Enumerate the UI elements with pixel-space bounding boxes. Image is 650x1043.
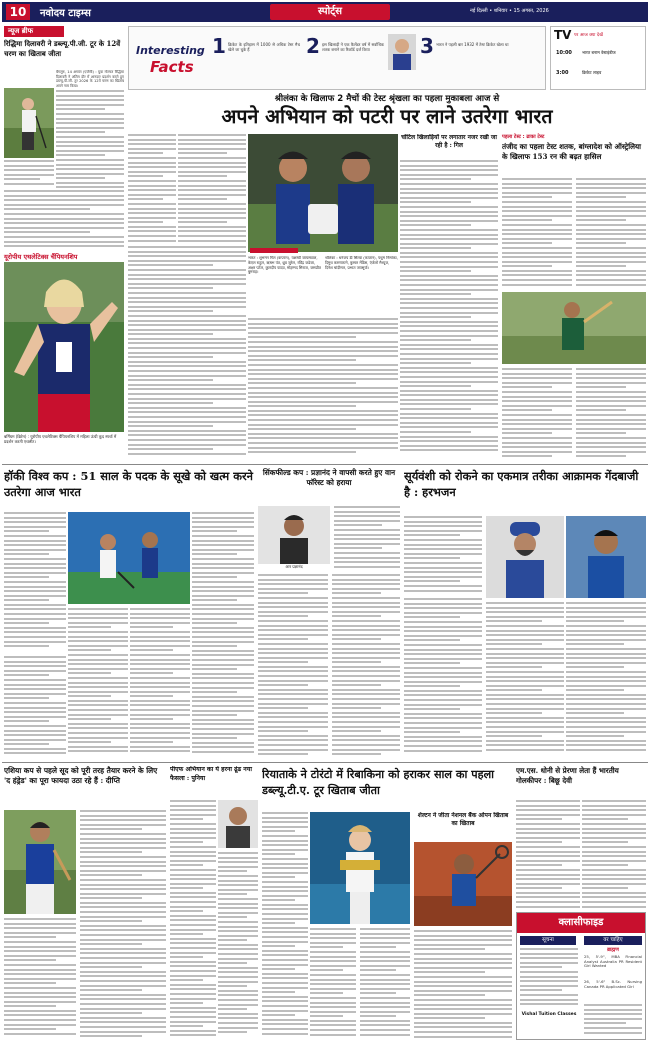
classifieds-ad-1: 25, 5'-9", MBA Financial Analyst Australia PR Resident Girl Wanted xyxy=(584,955,642,969)
classifieds-info: सूचना xyxy=(520,936,576,945)
shelton-photo xyxy=(414,842,512,926)
page-number: 10 xyxy=(6,4,30,20)
tv-sub: पर आज क्या देखें xyxy=(574,33,603,38)
harbhajan-headline: सूर्यवंशी को रोकने का एकमात्र तरीका आक्रामक गेंदबाजी है : हरभजन xyxy=(404,469,639,499)
tv-text-2: क्रिकेट लाइव xyxy=(582,70,602,75)
classifieds-contact: Vishal Tuition Classes xyxy=(521,1012,577,1017)
european-caption: बर्मिंघम (ब्रिटेन) : यूरोपीय एथलेटिक्स चैंपियनशिप में महिला ऊंची कूद स्पर्धा में प्रदर्शन करती एथलीट। xyxy=(4,434,117,444)
suryavanshi-photo xyxy=(566,516,646,598)
paper-name: नवोदय टाइम्स xyxy=(40,8,91,19)
lead-photo-caption-2: श्रीलंका : धनंजय डी सिल्वा (कप्तान), पथुम निसांका, दिमुथ करुणारत्ने, कुसल मेंडिस, एंजेलो मैथ्यूज, दिनेश चांदीमल, प्रभात जयसूर्या। xyxy=(325,256,398,270)
fact-3-text: भारत ने पहली बार 1932 में टेस्ट क्रिकेट खेला था xyxy=(436,42,509,47)
tanjid-headline: तंजीद का पहला टेस्ट शतक, बांग्लादेश को ऑस्ट्रेलिया के खिलाफ 153 रन की बढ़त हासिल xyxy=(502,142,642,161)
facts-title-a: Interesting xyxy=(136,44,205,57)
tanjid-photo xyxy=(502,292,646,364)
lead-photo xyxy=(248,134,398,252)
tv-label: TV xyxy=(554,28,572,42)
fact-photo xyxy=(388,34,416,70)
tanjid-kicker: पहला टेस्ट : ढाका टेस्ट xyxy=(502,134,545,140)
fact-2-number: 2 xyxy=(306,34,320,58)
pragg-photo xyxy=(258,506,330,564)
classifieds-ad-2: 26, 5'-6" B.Sc. Nursing Canada PR Applicated Girl xyxy=(584,980,642,989)
hockey-photo xyxy=(68,512,190,604)
lead-headline: अपने अभियान को पटरी पर लाने उतरेगा भारत xyxy=(221,105,553,128)
news-brief-headline: रिद्धिमा दिलावरी ने डब्ल्यू.पी.जी. टूर के 12वें चरण का खिताब जीता xyxy=(4,39,121,58)
cricketer-photo xyxy=(4,810,76,914)
sinclair-headline: सिंकफील्ड कप : प्रज्ञानंद ने वापसी करते हुए वान फॉरेस्ट को हराया xyxy=(262,468,396,488)
poonia-photo xyxy=(218,800,258,848)
shelton-headline: शेल्टन ने जीता नेशनल बैंक ओपन खिताब का खिताब xyxy=(417,812,509,828)
tv-text-1: भारत बनाम वेस्टइंडीज xyxy=(582,50,616,55)
athlete-photo xyxy=(4,262,124,432)
rybakina-headline: रियाताके ने टोरंटो में रिबाकिना को हराकर साल का पहला डब्ल्यू.टी.ए. टूर खिताब जीता xyxy=(262,767,495,797)
fact-1-number: 1 xyxy=(212,34,226,58)
section-title: स्पोर्ट्स xyxy=(270,4,390,20)
classifieds-brahmin: ब्राह्मण xyxy=(607,947,619,953)
gill-headline: चोटिल खिलाड़ियों पर लगातार नजर रखी जा रही है : गिल xyxy=(401,134,497,149)
lead-kicker: श्रीलंका के खिलाफ 2 मैचों की टेस्ट श्रृंखला का पहला मुकाबला आज से xyxy=(274,94,500,104)
fact-2-text: इस खिलाड़ी ने एक कैलेंडर वर्ष में सर्वाधिक शतक बनाने का रिकॉर्ड दर्ज किया xyxy=(322,42,384,52)
facts-title-b: Facts xyxy=(150,58,194,76)
fact-3-number: 3 xyxy=(420,34,434,58)
hockey-headline: हॉकी विश्व कप : 51 साल के पदक के सूखे को खत्म करने उतरेगा आज भारत xyxy=(4,469,253,499)
harbhajan-photo xyxy=(486,516,564,598)
poonia-headline: पीएफ अभियान का ये हरना ढूंढ नया फैसला : पुनिया xyxy=(170,766,252,782)
tv-time-1: 10:00 xyxy=(556,50,572,56)
tv-time-2: 3:00 xyxy=(556,70,569,76)
fact-1-text: क्रिकेट के इतिहास में 1000 से अधिक टेस्ट मैच खेले जा चुके हैं xyxy=(228,42,300,52)
asia-headline: एशिया कप से पहले सूद को पूरी तरह तैयार करने के लिए 'द हंड्रेड' का पूरा फायदा उठा रहे हैं : दीप्ति xyxy=(4,766,158,786)
classifieds-title: क्लासीफाइड xyxy=(517,913,645,933)
classifieds-wanted: वर चाहिए xyxy=(584,936,642,945)
news-brief-text: बेंगलुरु, 14 अगस्त (एजेंसी) : युवा गोल्फर रिद्धिमा दिलावरी ने अंतिम दौर में शानदार प्रदर्शन करते हुए डब्ल्यू.पी.जी. टूर 2026 के 12वें चरण का खिताब अपने नाम किया। xyxy=(56,70,124,88)
dhoni-headline: एम.एस. धोनी से प्रेरणा लेता हैं भारतीय गोलकीपर : बिछू देवी xyxy=(516,766,619,785)
golfer-photo xyxy=(4,88,54,158)
european-champ-headline: यूरोपीय एथलेटिक्स चैंपियनशिप xyxy=(4,253,78,261)
lead-photo-caption: भारत : शुभमन गिल (कप्तान), यशस्वी जायसवाल, केएल राहुल, ऋषभ पंत, ध्रुव जुरेल, रविंद्र जडेजा, अक्षर पटेल, कुलदीप यादव, मोहम्मद सिराज, जसप्रीत बुमराह। xyxy=(248,256,321,275)
rybakina-photo xyxy=(310,812,410,924)
photo-credit-tag-1 xyxy=(250,248,298,253)
edition-date: नई दिल्ली • शनिवार • 15 अगस्त, 2026 xyxy=(470,8,549,14)
news-brief-tag: न्यूज ब्रीफ xyxy=(4,26,64,37)
pragg-caption: आर प्रज्ञानंद xyxy=(285,564,303,569)
